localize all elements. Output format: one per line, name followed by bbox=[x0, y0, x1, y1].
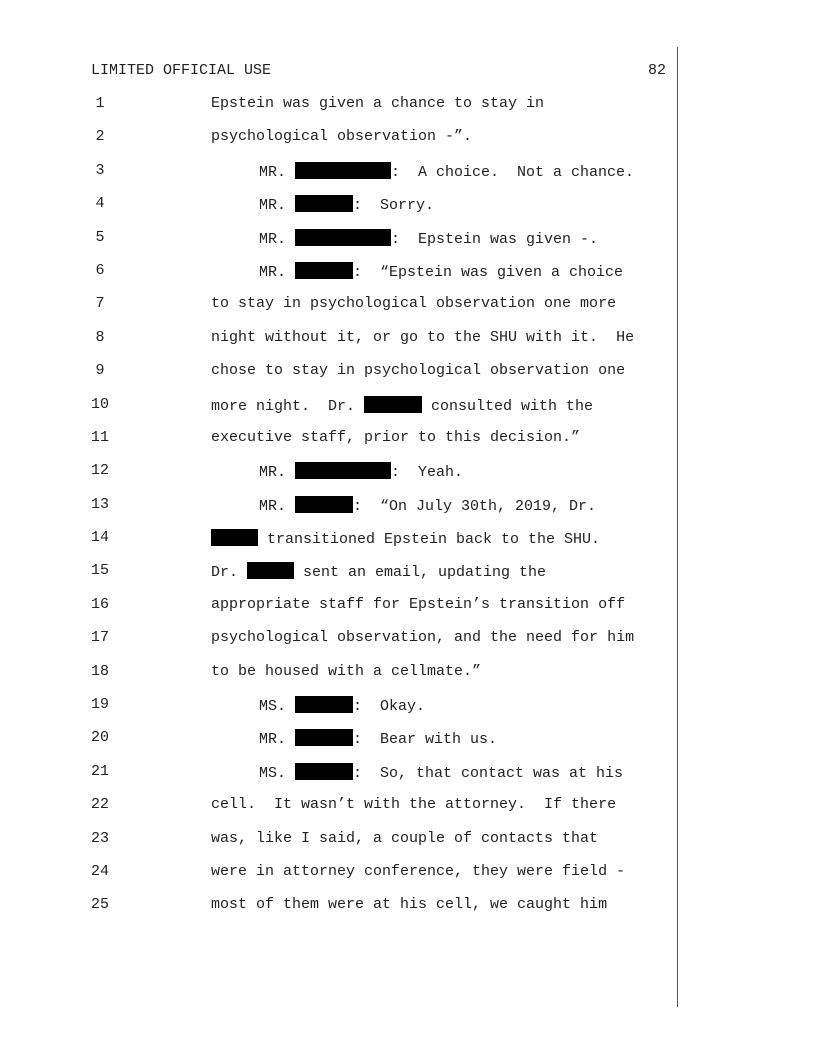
transcript-line bbox=[0, 162, 816, 195]
transcript-line bbox=[0, 529, 816, 562]
line-text: more night. Dr. consulted with the bbox=[211, 397, 594, 415]
page-number: 82 bbox=[648, 62, 667, 79]
line-number: 10 bbox=[90, 395, 109, 413]
redaction-box bbox=[295, 229, 391, 246]
line-number: 21 bbox=[90, 762, 109, 780]
line-text: cell. It wasn’t with the attorney. If there bbox=[211, 796, 617, 814]
line-text: Dr. sent an email, updating the bbox=[211, 564, 547, 582]
line-text: MR. : Epstein was given -. bbox=[259, 230, 599, 248]
line-text: executive staff, prior to this decision.” bbox=[211, 428, 581, 446]
transcript-line bbox=[0, 295, 816, 328]
line-text: MR. : Yeah. bbox=[259, 464, 464, 482]
transcript-body bbox=[0, 95, 816, 930]
transcript-line bbox=[0, 896, 816, 929]
redaction-box bbox=[295, 162, 391, 179]
redaction-box bbox=[211, 529, 258, 546]
transcript-line bbox=[0, 396, 816, 429]
line-text: night without it, or go to the SHU with it. He bbox=[211, 328, 635, 346]
line-text: Epstein was given a chance to stay in bbox=[211, 95, 545, 112]
redaction-box bbox=[295, 696, 353, 713]
transcript-line bbox=[0, 629, 816, 662]
line-number: 12 bbox=[90, 462, 109, 480]
line-number: 6 bbox=[95, 261, 105, 279]
line-number: 13 bbox=[90, 495, 109, 513]
line-number: 15 bbox=[90, 562, 109, 580]
redaction-box bbox=[295, 262, 353, 279]
transcript-line bbox=[0, 262, 816, 295]
line-text: MR. : “Epstein was given a choice bbox=[259, 263, 624, 281]
transcript-line bbox=[0, 496, 816, 529]
line-text: transitioned Epstein back to the SHU. bbox=[211, 529, 600, 549]
transcript-line bbox=[0, 429, 816, 462]
line-number: 7 bbox=[95, 295, 105, 313]
transcript-line bbox=[0, 229, 816, 262]
transcript-line bbox=[0, 95, 816, 128]
line-number: 8 bbox=[95, 328, 105, 346]
line-number: 22 bbox=[90, 796, 109, 814]
transcript-line bbox=[0, 562, 816, 595]
transcript-line bbox=[0, 796, 816, 829]
line-number: 18 bbox=[90, 662, 109, 680]
line-number: 14 bbox=[90, 529, 109, 547]
line-text: were in attorney conference, they were field - bbox=[211, 862, 626, 880]
line-text: MS. : Okay. bbox=[259, 698, 426, 716]
line-number: 16 bbox=[90, 595, 109, 613]
line-number: 19 bbox=[90, 696, 109, 714]
transcript-line bbox=[0, 663, 816, 696]
transcript-line bbox=[0, 362, 816, 395]
line-text: MR. : Bear with us. bbox=[259, 731, 498, 749]
line-number: 20 bbox=[90, 729, 109, 747]
line-text: to stay in psychological observation one more bbox=[211, 295, 617, 313]
line-text: most of them were at his cell, we caught him bbox=[211, 896, 608, 914]
redaction-box bbox=[247, 562, 294, 579]
transcript-line bbox=[0, 195, 816, 228]
redaction-box bbox=[295, 462, 391, 479]
line-number: 17 bbox=[90, 629, 109, 647]
line-number: 25 bbox=[90, 896, 109, 914]
transcript-line bbox=[0, 462, 816, 495]
line-number: 2 bbox=[95, 128, 105, 146]
line-text: psychological observation -”. bbox=[211, 128, 473, 146]
classification-header: LIMITED OFFICIAL USE bbox=[91, 62, 272, 79]
line-text: MR. : “On July 30th, 2019, Dr. bbox=[259, 497, 597, 515]
transcript-line bbox=[0, 863, 816, 896]
transcript-line bbox=[0, 696, 816, 729]
transcript-line bbox=[0, 763, 816, 796]
transcript-line bbox=[0, 729, 816, 762]
line-number: 23 bbox=[90, 829, 109, 847]
transcript-line bbox=[0, 128, 816, 161]
line-text: MS. : So, that contact was at his bbox=[259, 764, 624, 782]
line-text: to be housed with a cellmate.” bbox=[211, 662, 482, 680]
redaction-box bbox=[295, 763, 353, 780]
redaction-box bbox=[295, 195, 353, 212]
transcript-line bbox=[0, 329, 816, 362]
line-text: MR. : A choice. Not a chance. bbox=[259, 163, 635, 181]
line-text: psychological observation, and the need for him bbox=[211, 629, 635, 647]
line-number: 1 bbox=[95, 95, 105, 112]
line-number: 3 bbox=[95, 161, 105, 179]
line-text: MR. : Sorry. bbox=[259, 197, 435, 215]
line-number: 9 bbox=[95, 362, 105, 380]
line-number: 4 bbox=[95, 195, 105, 213]
transcript-line bbox=[0, 596, 816, 629]
line-number: 11 bbox=[90, 428, 109, 446]
line-text: was, like I said, a couple of contacts that bbox=[211, 829, 599, 847]
line-number: 5 bbox=[95, 228, 105, 246]
redaction-box bbox=[364, 396, 422, 413]
line-number: 24 bbox=[90, 862, 109, 880]
line-text: appropriate staff for Epstein’s transition off bbox=[211, 595, 626, 613]
redaction-box bbox=[295, 729, 353, 746]
transcript-line bbox=[0, 830, 816, 863]
redaction-box bbox=[295, 496, 353, 513]
line-text: chose to stay in psychological observation one bbox=[211, 362, 626, 380]
